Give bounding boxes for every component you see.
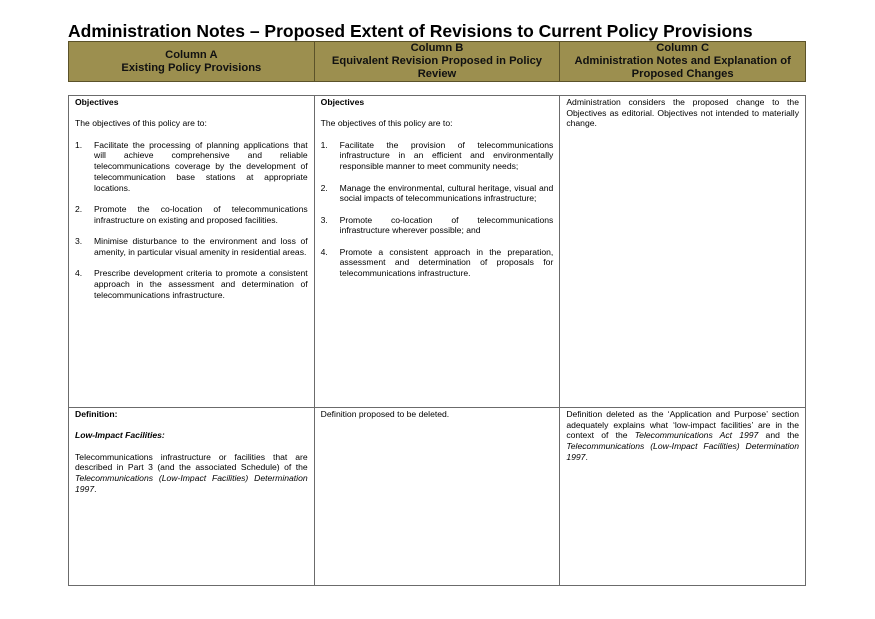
list-text: Facilitate the provision of telecommunications infrastructure in an efficient and environmentally responsible manner to meet community needs; [339, 139, 554, 172]
column-header-row [68, 41, 806, 82]
legislation-title: Telecommunications (Low-Impact Facilities) Determination 1997 [75, 473, 308, 494]
list-number: 3. [320, 214, 328, 225]
list-number: 2. [75, 203, 83, 214]
table-row-objectives [69, 96, 806, 408]
objectives-notes-cell [560, 96, 806, 408]
list-item [321, 247, 554, 279]
list-item [75, 204, 308, 225]
intro-text: The objectives of this policy are to: [75, 118, 207, 129]
definition-proposed-cell [314, 408, 560, 586]
objectives-list [321, 140, 554, 279]
revisions-table [68, 95, 806, 586]
list-number: 1. [75, 139, 83, 150]
list-text: Facilitate the processing of planning applications that will achieve comprehensive and reliable telecommunications coverage by the development of telecommunication base stations at appropriate locations. [94, 139, 308, 193]
column-a-header-title: Existing Policy Provisions [121, 61, 262, 74]
list-number: 4. [320, 246, 328, 257]
notes-text [566, 409, 799, 463]
list-item [321, 140, 554, 172]
list-item [75, 140, 308, 194]
column-c-header [560, 42, 806, 82]
objectives-list [75, 140, 308, 301]
list-number: 1. [320, 139, 328, 150]
cell-heading: Objectives [320, 97, 365, 107]
notes-text: Administration considers the proposed change to the Objectives as editorial. Objectives not intended to materially change. [566, 97, 799, 129]
list-item [75, 236, 308, 257]
column-c-header-title: Administration Notes and Explanation of Proposed Changes [574, 55, 791, 80]
intro-text: The objectives of this policy are to: [320, 118, 453, 129]
column-c-header-label: Column C [656, 42, 710, 54]
list-text: Promote the co-location of telecommunications infrastructure on existing and proposed facilities. [94, 203, 308, 225]
list-text: Manage the environmental, cultural heritage, visual and social impacts of telecommunications infrastructure; [339, 182, 554, 204]
column-a-header [69, 42, 315, 82]
objectives-proposed-cell [314, 96, 560, 408]
list-number: 3. [75, 236, 83, 247]
cell-heading: Definition: [75, 409, 118, 419]
list-item [321, 215, 554, 236]
list-number: 4. [75, 268, 83, 279]
legislation-title: Telecommunications Act 1997 [634, 430, 759, 441]
list-item [321, 183, 554, 204]
list-text: Minimise disturbance to the environment and loss of amenity, in particular visual amenity in residential areas. [94, 236, 308, 257]
definition-notes-cell [560, 408, 806, 586]
definition-existing-cell [69, 408, 315, 586]
cell-heading: Objectives [75, 97, 119, 107]
legislation-title: Telecommunications (Low-Impact Facilities) Determination 1997 [566, 441, 799, 462]
column-b-header-title: Equivalent Revision Proposed in Policy Review [331, 55, 543, 80]
table-row-definition [69, 408, 806, 586]
notes-text-part: . [585, 451, 588, 462]
list-text: Promote co-location of telecommunications infrastructure wherever possible; and [339, 214, 554, 236]
notes-text-part: Definition deleted as the ‘Application and Purpose’ section adequately explains what ‘low-impact facilities’ are in the context of the [566, 409, 799, 441]
proposed-text: Definition proposed to be deleted. [320, 409, 450, 419]
definition-text-part: Telecommunications infrastructure or facilities that are described in Part 3 (and the associated Schedule) of the [75, 451, 308, 473]
list-text: Promote a consistent approach in the preparation, assessment and determination of proposals for telecommunications infrastructure. [339, 246, 554, 279]
definition-text [75, 452, 308, 495]
column-b-header-label: Column B [410, 42, 464, 54]
definition-text-part: . [94, 483, 97, 494]
objectives-existing-cell [69, 96, 315, 408]
list-item [75, 268, 308, 300]
list-text: Prescribe development criteria to promote a consistent approach in the assessment and determination of telecommunications infrastructure. [94, 268, 308, 300]
notes-text-part: and the [758, 430, 800, 441]
column-b-header [314, 42, 560, 82]
column-a-header-label: Column A [165, 48, 218, 61]
list-number: 2. [320, 182, 328, 193]
page-title: Administration Notes – Proposed Extent of Revisions to Current Policy Provisions [68, 21, 753, 41]
definition-term: Low-Impact Facilities: [75, 430, 165, 441]
